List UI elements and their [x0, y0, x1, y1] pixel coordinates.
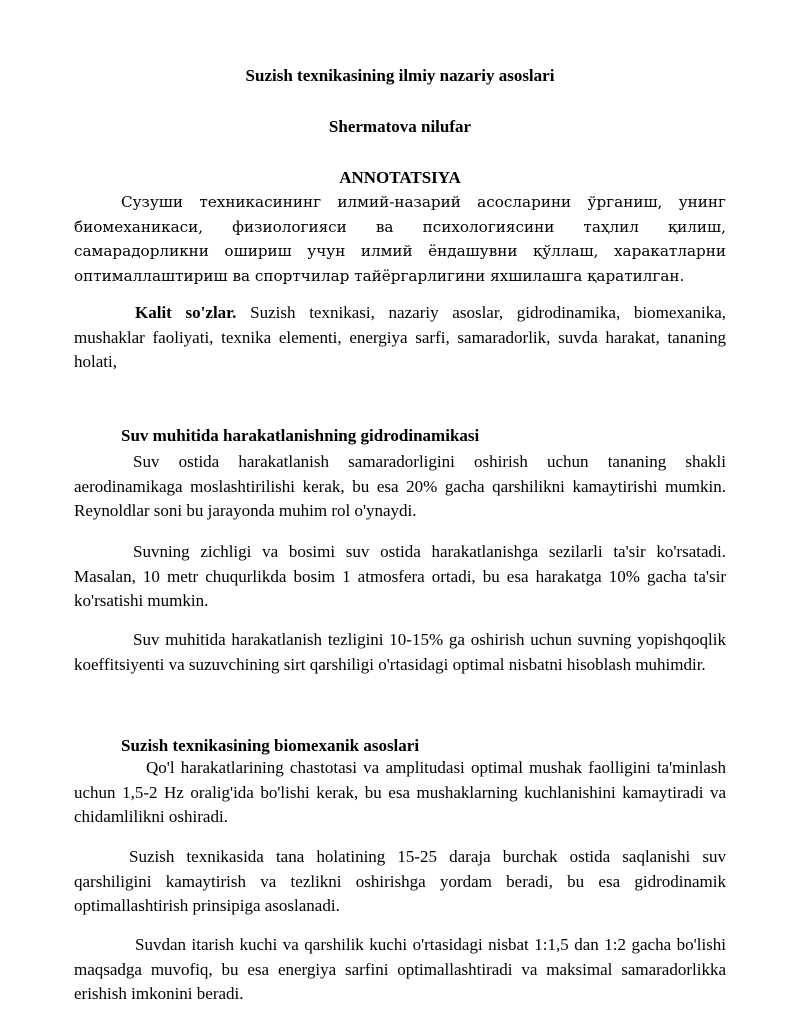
keywords-label: Kalit so'zlar. [135, 303, 237, 322]
section-paragraph: Suv ostida harakatlanish samaradorligini oshirish uchun tananing shakli aerodinamikaga moslashtirilishi kerak, bu esa 20% gacha qarshilikni kamaytirishi mumkin. Reynoldlar soni bu jarayonda muhim rol o'ynaydi. [74, 452, 726, 520]
section-paragraph: Suvdan itarish kuchi va qarshilik kuchi o'rtasidagi nisbat 1:1,5 dan 1:2 gacha bo'lishi maqsadga muvofiq, bu esa energiya sarfini optimallashtiradi va maksimal samaradorlikka erishish imkonini beradi. [74, 935, 726, 1003]
keywords-text: Suzish texnikasi, nazariy asoslar, gidrodinamika, biomexanika, mushaklar faoliyati, texnika elementi, energiya sarfi, samaradorlik, suvda harakat, tananing holati, [74, 303, 726, 371]
section-paragraph: Suv muhitida harakatlanish tezligini 10-15% ga oshirish uchun suvning yopishqoqlik koeffitsiyenti va suzuvchining sirt qarshiligi o'rtasidagi optimal nisbatni hisoblash muhimdir. [74, 630, 726, 674]
section-paragraph: Qo'l harakatlarining chastotasi va amplitudasi optimal mushak faolligini ta'minlash uchun 1,5-2 Hz oralig'ida bo'lishi kerak, bu esa mushaklarning kuchlanishini kamaytiradi va chidamlilikni oshiradi. [74, 758, 726, 826]
section-heading: Suzish texnikasining biomexanik asoslari [121, 736, 420, 755]
document-author: Shermatova nilufar [328, 117, 472, 136]
section-paragraph: Suzish texnikasida tana holatining 15-25 daraja burchak ostida saqlanishi suv qarshiligini kamaytirish va tezlikni oshirishga yordam beradi, bu esa gidrodinamik optimallashtirish prinsipiga asoslanadi. [74, 847, 726, 915]
annotation-heading: ANNOTATSIYA [339, 168, 461, 187]
document-title: Suzish texnikasining ilmiy nazariy asoslari [245, 66, 555, 85]
keywords-paragraph [74, 301, 726, 375]
section-heading: Suv muhitida harakatlanishning gidrodinamikasi [121, 426, 480, 445]
section-paragraph: Suvning zichligi va bosimi suv ostida harakatlanishga sezilarli ta'sir ko'rsatadi. Masalan, 10 metr chuqurlikda bosim 1 atmosfera ortadi, bu esa harakatga 10% gacha ta'sir ko'rsatishi mumkin. [74, 542, 726, 610]
annotation-text: Сузуши техникасининг илмий-назарий асосларини ўрганиш, унинг биомеханикаси, физиологияси ва психологиясини таҳлил қилиш, самарадорликни ошириш учун илмий ёндашувни қўллаш, харакатларни оптималлаштириш ва спортчилар тайёргарлигини яхшилашга қаратилган. [74, 193, 726, 285]
